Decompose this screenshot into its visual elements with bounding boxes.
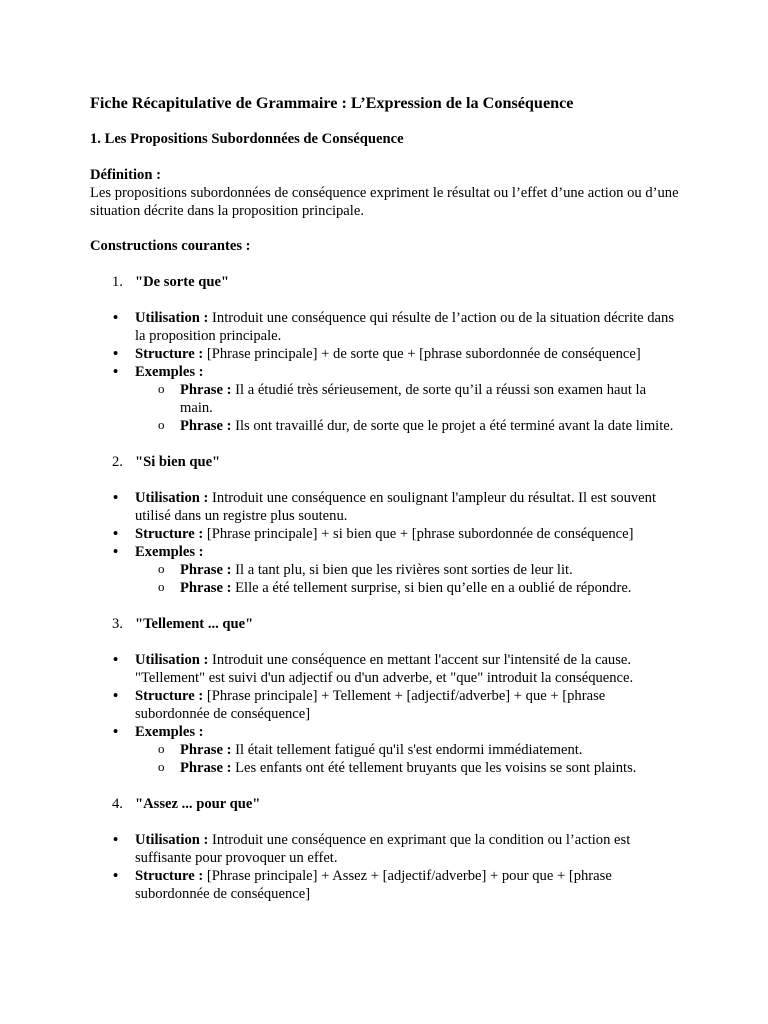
bullet-label: Utilisation :: [135, 832, 209, 848]
example-label: Phrase :: [180, 418, 232, 434]
document-title: Fiche Récapitulative de Grammaire : L’Expression de la Conséquence: [90, 94, 574, 112]
bullet-label: Utilisation :: [135, 652, 209, 668]
bullet-label: Exemples :: [135, 544, 204, 560]
bullet-text: Introduit une conséquence en soulignant l'ampleur du résultat. Il est souvent utilisé dans un registre plus soutenu.: [135, 490, 657, 524]
bullet-item: [90, 867, 682, 903]
example-item: [135, 417, 682, 435]
example-label: Phrase :: [180, 562, 232, 578]
construction-number: 3.: [112, 616, 123, 632]
bullet-label: Utilisation :: [135, 310, 209, 326]
bullet-item: [90, 363, 682, 435]
example-text: Il a étudié très sérieusement, de sorte qu’il a réussi son examen haut la main.: [180, 382, 647, 416]
example-label: Phrase :: [180, 760, 232, 776]
bullet-list: [90, 309, 682, 435]
constructions-list: [90, 273, 682, 903]
bullet-text: [Phrase principale] + si bien que + [phrase subordonnée de conséquence]: [206, 526, 634, 542]
section-heading: 1. Les Propositions Subordonnées de Conséquence: [90, 131, 404, 147]
example-label: Phrase :: [180, 580, 232, 596]
construction-number: 1.: [112, 274, 123, 290]
bullet-item: [90, 309, 682, 345]
construction-heading: [90, 453, 682, 471]
construction-heading: [90, 273, 682, 291]
constructions-label: Constructions courantes :: [90, 238, 251, 254]
bullet-list: [90, 831, 682, 903]
construction-name: "Assez ... pour que": [135, 796, 261, 812]
bullet-item: [90, 651, 682, 687]
example-text: Elle a été tellement surprise, si bien qu’elle en a oublié de répondre.: [235, 580, 632, 596]
construction-section: [90, 615, 682, 777]
document-content: [90, 93, 682, 903]
construction-name: "Tellement ... que": [135, 616, 254, 632]
bullet-list: [90, 489, 682, 597]
bullet-item: [90, 345, 682, 363]
definition-text: Les propositions subordonnées de conséquence expriment le résultat ou l’effet d’une action ou d’une situation décrite dans la proposition principale.: [90, 185, 679, 219]
example-item: [135, 579, 682, 597]
bullet-item: [90, 687, 682, 723]
bullet-item: [90, 489, 682, 525]
bullet-label: Structure :: [135, 688, 204, 704]
bullet-item: [90, 543, 682, 597]
example-text: Il était tellement fatigué qu'il s'est endormi immédiatement.: [235, 742, 583, 758]
construction-heading: [90, 795, 682, 813]
bullet-label: Utilisation :: [135, 490, 209, 506]
example-item: [135, 741, 682, 759]
construction-number: 4.: [112, 796, 123, 812]
bullet-label: Structure :: [135, 346, 204, 362]
bullet-text: [Phrase principale] + de sorte que + [phrase subordonnée de conséquence]: [206, 346, 641, 362]
definition-label: Définition :: [90, 167, 161, 183]
example-list: [135, 561, 682, 597]
example-item: [135, 561, 682, 579]
bullet-text: Introduit une conséquence en mettant l'accent sur l'intensité de la cause. "Tellement" est suivi d'un adjectif ou d'un adverbe, et "que" introduit la conséquence.: [135, 652, 634, 686]
example-item: [135, 759, 682, 777]
example-text: Les enfants ont été tellement bruyants que les voisins se sont plaints.: [235, 760, 637, 776]
bullet-label: Exemples :: [135, 724, 204, 740]
construction-name: "Si bien que": [135, 454, 221, 470]
bullet-label: Structure :: [135, 868, 204, 884]
example-label: Phrase :: [180, 382, 232, 398]
bullet-text: [Phrase principale] + Assez + [adjectif/adverbe] + pour que + [phrase subordonnée de conséquence]: [135, 868, 612, 902]
bullet-text: Introduit une conséquence en exprimant que la condition ou l’action est suffisante pour provoquer un effet.: [135, 832, 631, 866]
bullet-label: Exemples :: [135, 364, 204, 380]
bullet-text: [Phrase principale] + Tellement + [adjectif/adverbe] + que + [phrase subordonnée de conséquence]: [135, 688, 606, 722]
construction-heading: [90, 615, 682, 633]
example-label: Phrase :: [180, 742, 232, 758]
bullet-text: Introduit une conséquence qui résulte de l’action ou de la situation décrite dans la proposition principale.: [135, 310, 675, 344]
bullet-label: Structure :: [135, 526, 204, 542]
construction-number: 2.: [112, 454, 123, 470]
construction-name: "De sorte que": [135, 274, 230, 290]
bullet-item: [90, 525, 682, 543]
example-item: [135, 381, 682, 417]
example-list: [135, 381, 682, 435]
example-text: Il a tant plu, si bien que les rivières sont sorties de leur lit.: [235, 562, 573, 578]
bullet-item: [90, 723, 682, 777]
bullet-list: [90, 651, 682, 777]
example-list: [135, 741, 682, 777]
example-text: Ils ont travaillé dur, de sorte que le projet a été terminé avant la date limite.: [235, 418, 674, 434]
construction-section: [90, 273, 682, 435]
bullet-item: [90, 831, 682, 867]
construction-section: [90, 453, 682, 597]
construction-section: [90, 795, 682, 903]
